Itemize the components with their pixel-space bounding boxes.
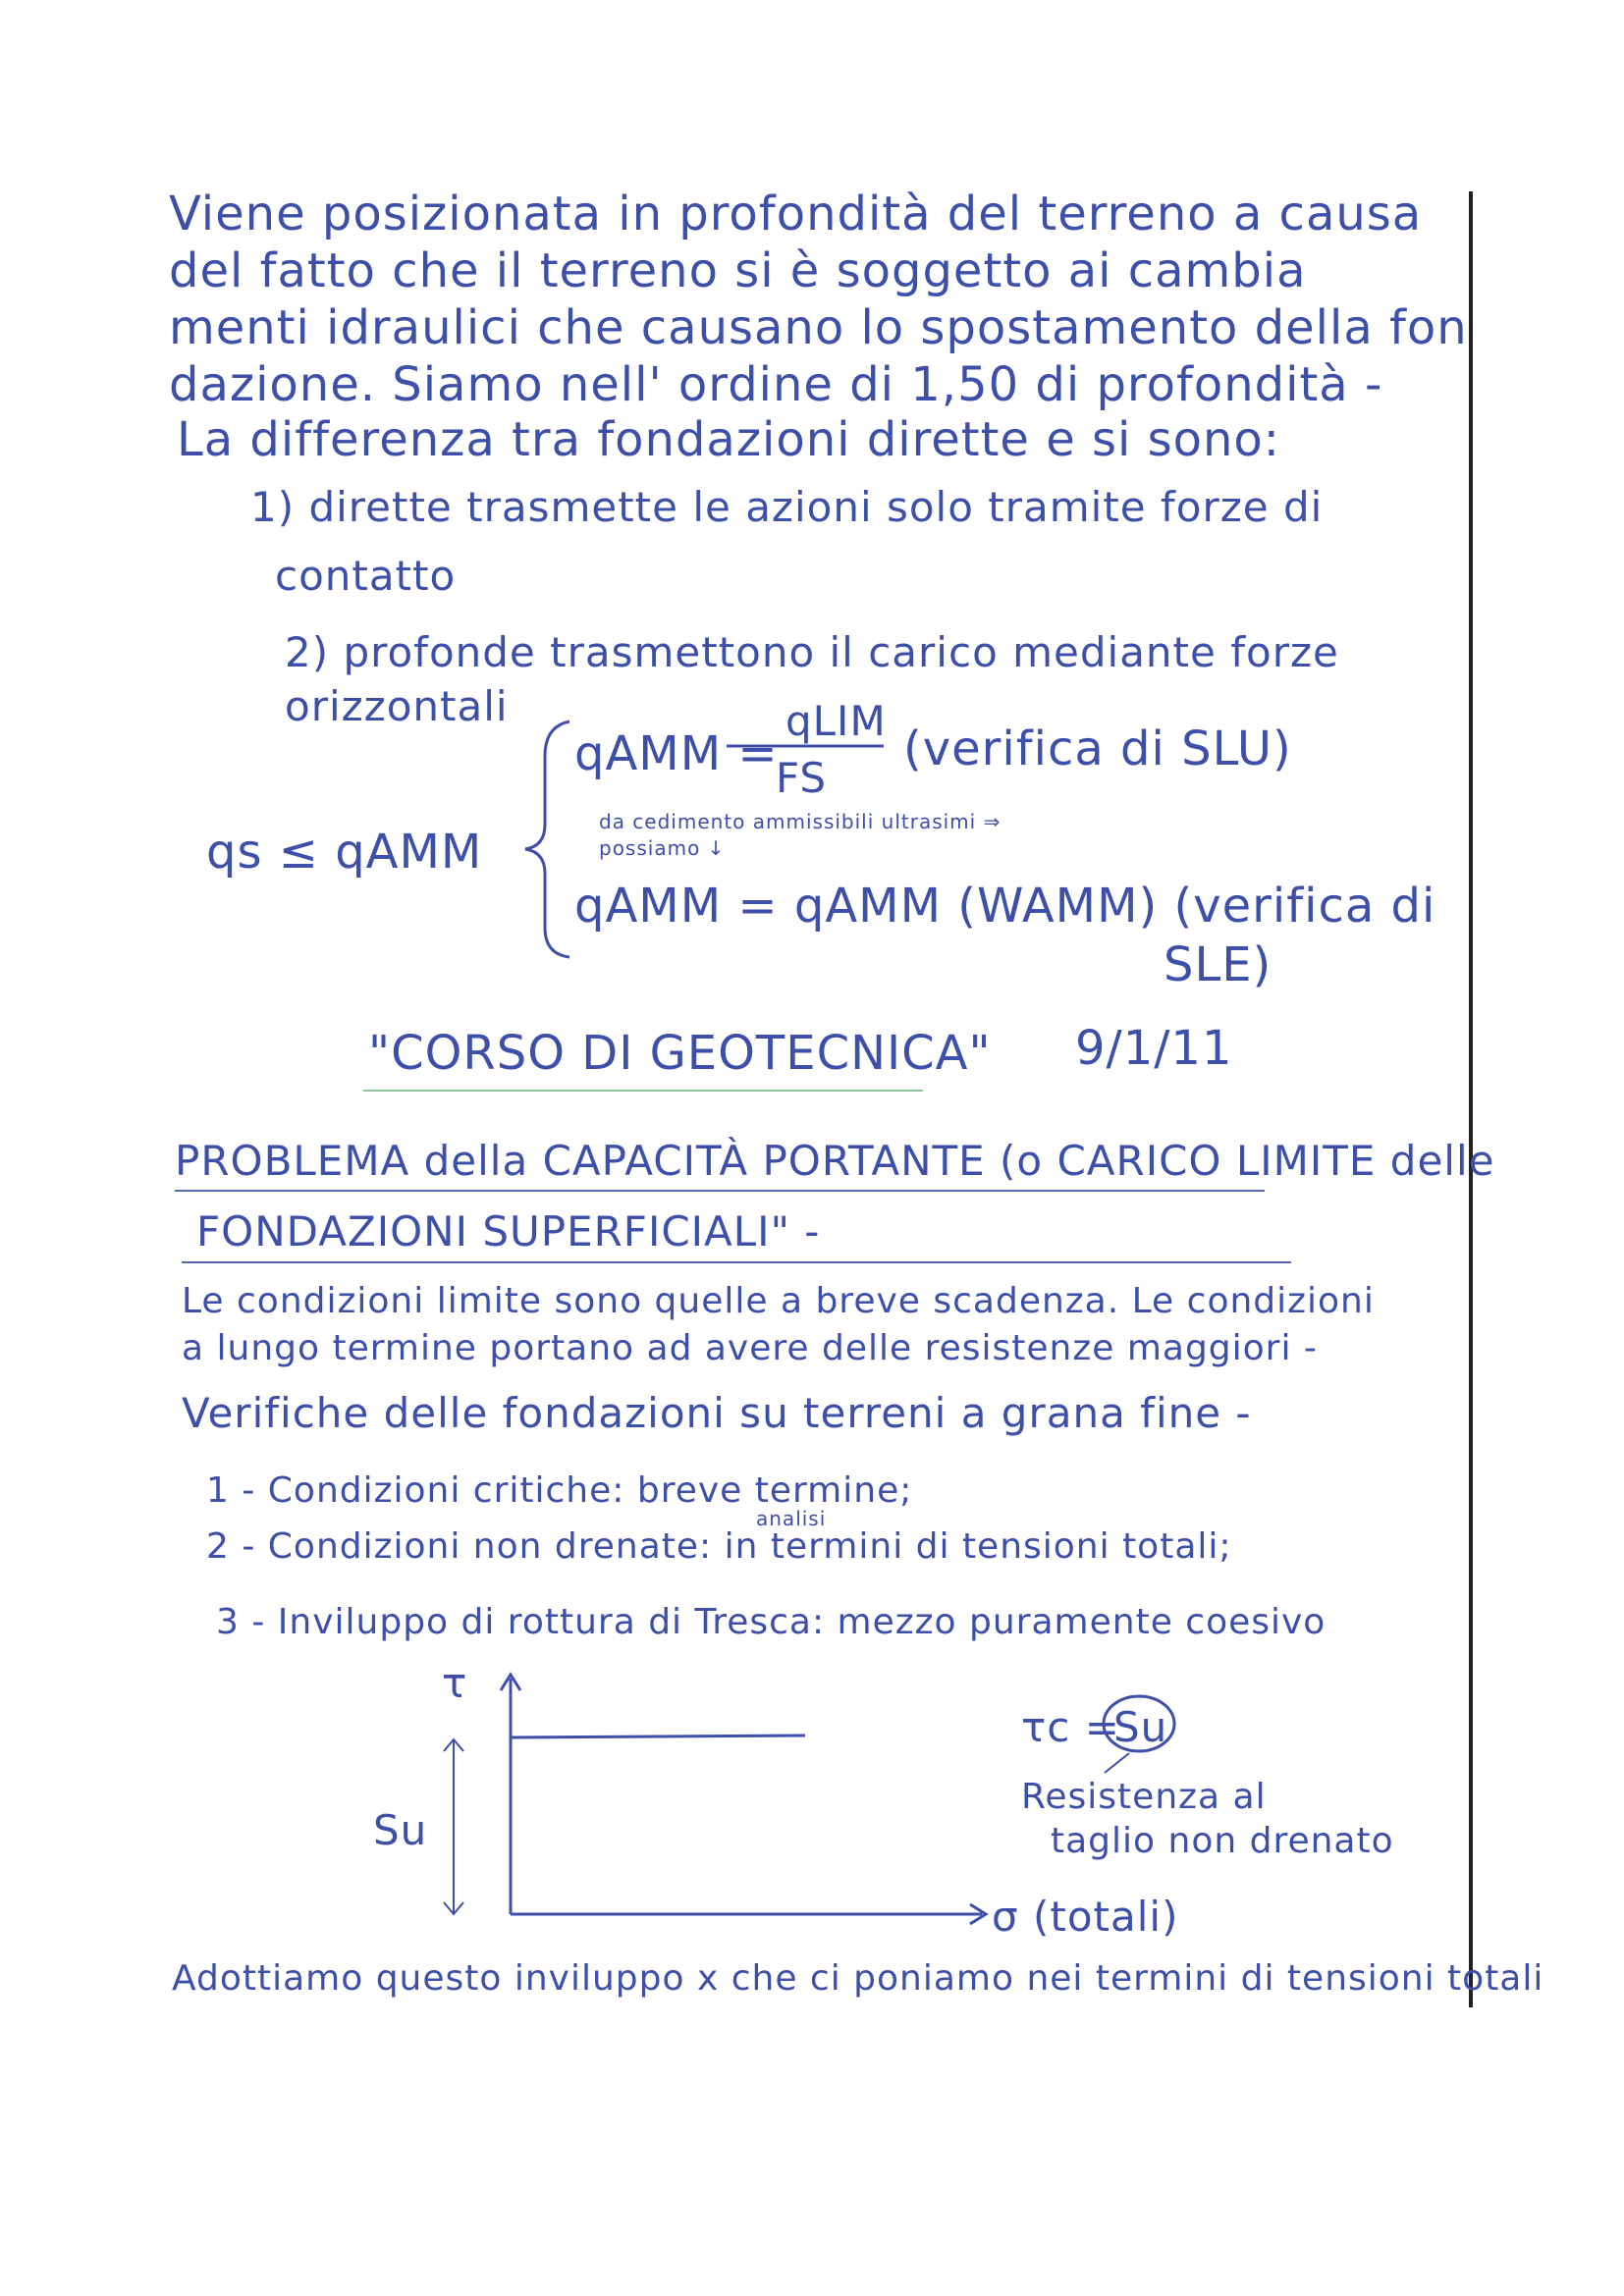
- intro-line-4: dazione. Siamo nell' ordine di 1,50 di profondità -: [169, 357, 1383, 412]
- course-title: "CORSO DI GEOTECNICA": [368, 1026, 992, 1081]
- difference-line: La differenza tra fondazioni dirette e si sono:: [177, 412, 1280, 467]
- graph-resistance-2: taglio non drenato: [1051, 1821, 1394, 1861]
- item2-line2: orizzontali: [285, 682, 509, 730]
- checks-line: Verifiche delle fondazioni su terreni a grana fine -: [182, 1389, 1252, 1437]
- formula-lhs: qs ≤ qAMM: [206, 825, 483, 880]
- formula-denominator: FS: [776, 754, 828, 802]
- graph-resistance-1: Resistenza al: [1021, 1777, 1267, 1817]
- formula-numerator: qLIM: [785, 697, 887, 745]
- graph-su-label: Su: [373, 1806, 428, 1854]
- list-item-2-note: analisi: [756, 1507, 827, 1530]
- list-item-1: 1 - Condizioni critiche: breve termine;: [206, 1470, 913, 1511]
- graph-x-label: σ (totali): [992, 1893, 1179, 1941]
- graph-tau-eq: τc =: [1021, 1703, 1120, 1751]
- item2-line1: 2) profonde trasmettono il carico mediante forze: [285, 628, 1339, 676]
- formula-top-check: (verifica di SLU): [903, 721, 1292, 776]
- formula-top-left: qAMM =: [574, 726, 779, 781]
- list-item-2: 2 - Condizioni non drenate: in termini di tensioni totali;: [206, 1526, 1232, 1567]
- problem-line-1: PROBLEMA della CAPACITÀ PORTANTE (o CARICO LIMITE delle: [175, 1137, 1495, 1185]
- intro-line-2: del fatto che il terreno si è soggetto ai cambia: [169, 243, 1307, 298]
- conditions-line-1: Le condizioni limite sono quelle a breve scadenza. Le condizioni: [182, 1281, 1375, 1321]
- list-item-3: 3 - Inviluppo di rottura di Tresca: mezzo puramente coesivo: [216, 1602, 1326, 1642]
- formula-bottom: qAMM = qAMM (WAMM) (verifica di: [574, 879, 1436, 934]
- final-line: Adottiamo questo inviluppo x che ci poniamo nei termini di tensioni totali: [172, 1958, 1544, 1999]
- formula-note-1: da cedimento ammissibili ultrasimi ⇒: [599, 810, 1001, 833]
- item1-line1: 1) dirette trasmette le azioni solo tramite forze di: [250, 483, 1324, 531]
- intro-line-3: menti idraulici che causano lo spostamento della fon: [169, 300, 1468, 355]
- problem-underline-1: [175, 1190, 1265, 1192]
- scan-edge: [1469, 191, 1473, 2007]
- course-title-underline: [363, 1090, 923, 1092]
- problem-underline-2: [182, 1261, 1291, 1263]
- graph-y-label: τ: [442, 1659, 468, 1707]
- conditions-line-2: a lungo termine portano ad avere delle resistenze maggiori -: [182, 1328, 1318, 1368]
- graph-su-circled: Su: [1113, 1703, 1168, 1751]
- date: 9/1/11: [1075, 1021, 1233, 1076]
- item1-line2: contatto: [275, 552, 457, 600]
- problem-line-2: FONDAZIONI SUPERFICIALI" -: [196, 1207, 821, 1255]
- formula-bottom-end: SLE): [1164, 937, 1272, 992]
- intro-line-1: Viene posizionata in profondità del terreno a causa: [169, 187, 1423, 241]
- formula-note-2: possiamo ↓: [599, 836, 726, 860]
